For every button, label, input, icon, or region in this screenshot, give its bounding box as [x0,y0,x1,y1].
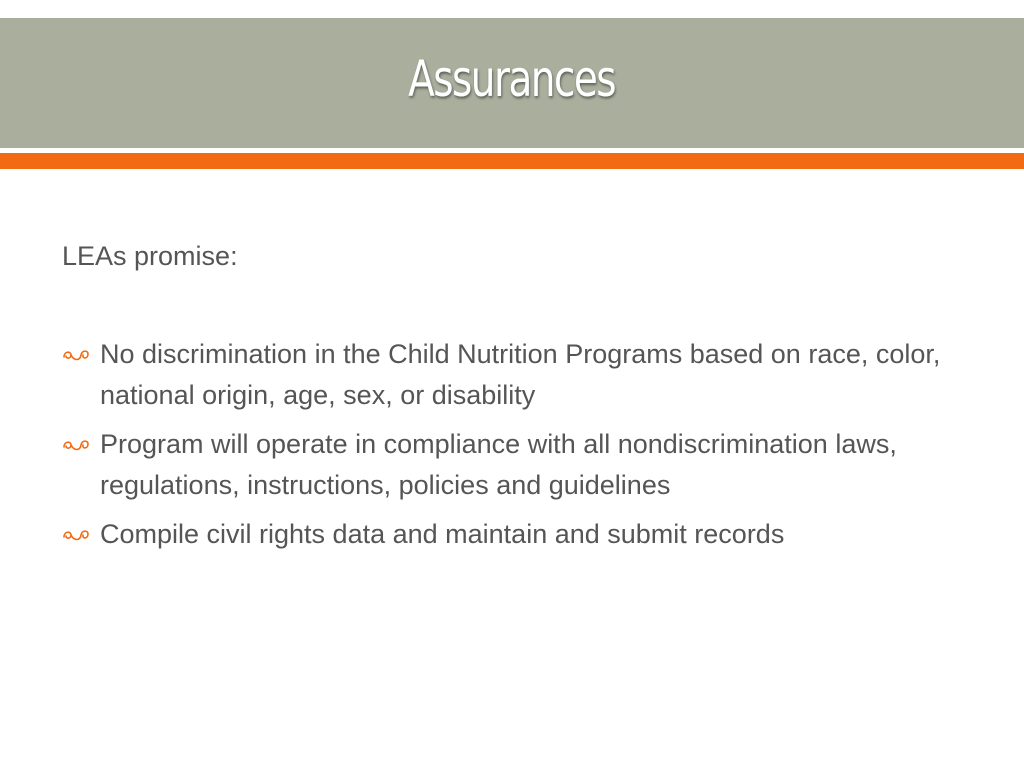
slide-title: Assurances [408,50,616,108]
intro-text: LEAs promise: [62,241,238,271]
bullet-text: Compile civil rights data and maintain and submit records [100,519,785,549]
scroll-curl-icon [62,348,90,362]
title-band [0,18,1024,148]
bullet-item [62,424,962,506]
scroll-curl-icon [62,438,90,452]
accent-bar [0,153,1024,169]
bullet-text: Program will operate in compliance with all nondiscrimination laws, regulations, instructions, policies and guidelines [100,429,897,500]
bullet-text: No discrimination in the Child Nutrition Programs based on race, color, national origin, age, sex, or disability [100,339,941,410]
slide-content [62,236,962,563]
bullet-list [62,334,962,555]
scroll-curl-icon [62,528,90,542]
bullet-item [62,514,962,555]
bullet-item [62,334,962,416]
